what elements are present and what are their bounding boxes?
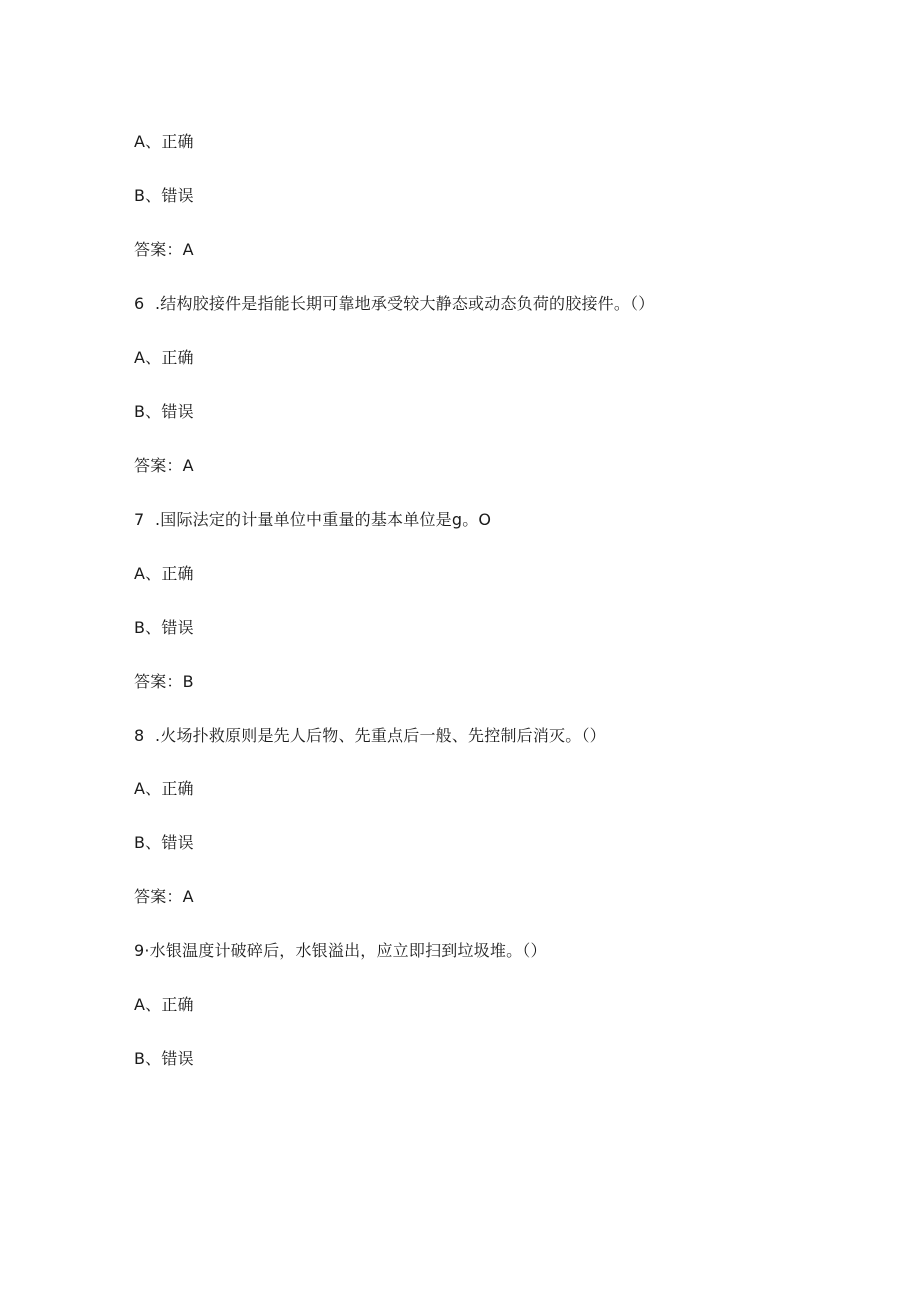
option-a-text: A、正确: [134, 348, 194, 367]
answer-text: 答案：B: [134, 672, 194, 691]
question-9-text: 9·水银温度计破碎后，水银溢出，应立即扫到垃圾堆。（）: [134, 941, 547, 960]
option-b-text: B、错误: [134, 618, 194, 637]
option-a-text: A、正确: [134, 564, 194, 583]
answer-text: 答案：A: [134, 456, 194, 475]
option-a-text: A、正确: [134, 779, 194, 798]
question-8-text: 8 .火场扑救原则是先人后物、先重点后一般、先控制后消灭。（）: [134, 726, 606, 745]
option-b-text: B、错误: [134, 833, 194, 852]
question-6-text: 6 .结构胶接件是指能长期可靠地承受较大静态或动态负荷的胶接件。（）: [134, 294, 655, 313]
option-a-text: A、正确: [134, 132, 194, 151]
answer-text: 答案：A: [134, 240, 194, 259]
option-b-text: B、错误: [134, 1049, 194, 1068]
answer-text: 答案：A: [134, 887, 194, 906]
option-a-text: A、正确: [134, 995, 194, 1014]
option-b-text: B、错误: [134, 186, 194, 205]
question-7-text: 7 .国际法定的计量单位中重量的基本单位是g。O: [134, 510, 492, 529]
option-b-text: B、错误: [134, 402, 194, 421]
